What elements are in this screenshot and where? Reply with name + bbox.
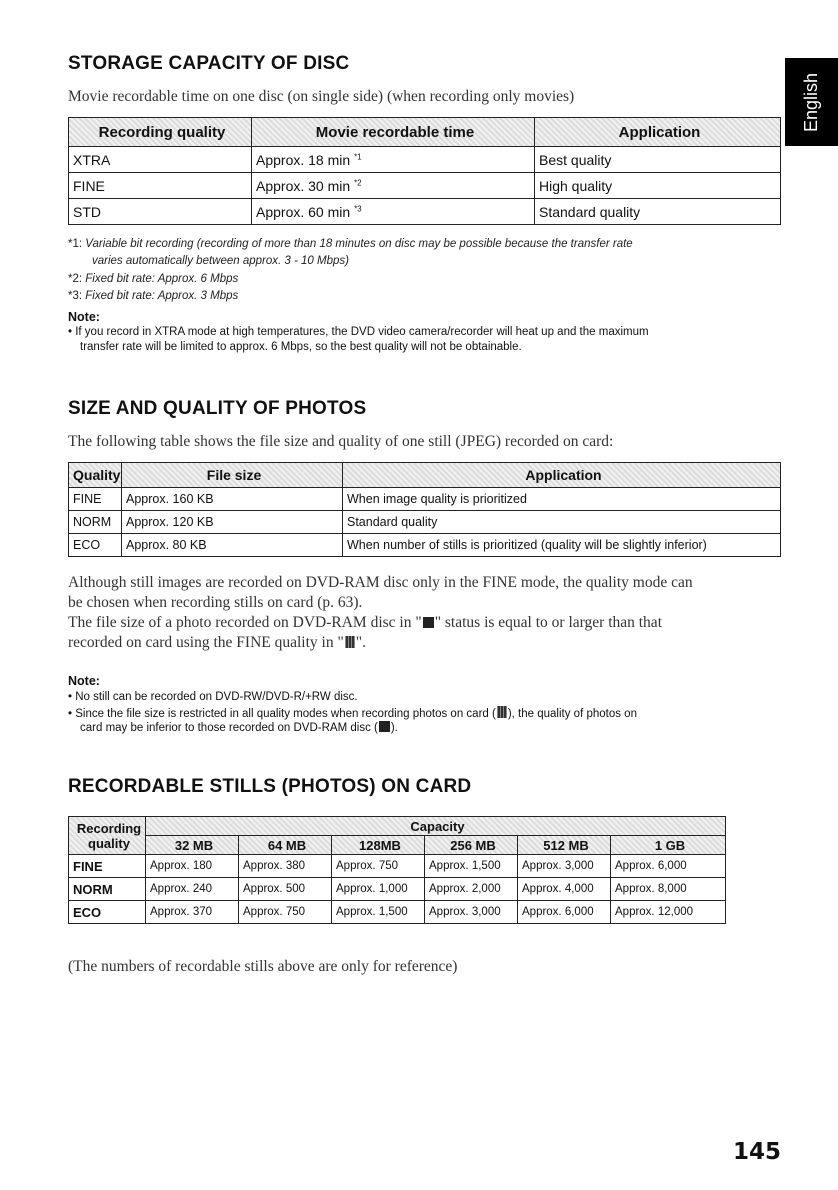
cell-count: Approx. 1,000 [332, 878, 425, 901]
cell-quality: NORM [69, 878, 146, 901]
cell-quality: STD [69, 199, 252, 225]
para-quality-mode-cont: be chosen when recording stills on card (p. 63). [68, 594, 363, 611]
table-row [69, 147, 781, 173]
table-row [69, 901, 726, 924]
cell-count: Approx. 180 [146, 855, 239, 878]
page-number: 145 [733, 1139, 782, 1165]
storage-table [68, 117, 781, 225]
cell-application: When image quality is prioritized [343, 488, 781, 511]
disc-mode-icon [423, 617, 434, 628]
cell-quality: FINE [69, 855, 146, 878]
cell-application: High quality [535, 173, 781, 199]
footnote-1: *1: Variable bit recording (recording of more than 18 minutes on disc may be possible because the transfer rate [68, 238, 633, 250]
disc-mode-icon [379, 721, 390, 732]
table-row [69, 855, 726, 878]
cell-count: Approx. 8,000 [611, 878, 726, 901]
table-row [69, 511, 781, 534]
cell-quality: XTRA [69, 147, 252, 173]
header-quality: Quality [69, 463, 122, 488]
cell-count: Approx. 4,000 [518, 878, 611, 901]
cell-time: Approx. 60 min $^{*3}$ [252, 199, 535, 225]
table-header-row [69, 463, 781, 488]
cell-count: Approx. 3,000 [518, 855, 611, 878]
header-movie-time: Movie recordable time [252, 118, 535, 147]
cell-quality: ECO [69, 901, 146, 924]
stills-table [68, 816, 726, 924]
cell-count: Approx. 6,000 [611, 855, 726, 878]
section-title-storage: STORAGE CAPACITY OF DISC [68, 53, 350, 74]
section-title-photos: SIZE AND QUALITY OF PHOTOS [68, 398, 367, 419]
language-tab-label: English [801, 72, 822, 132]
header-capacity-64mb: 64 MB [239, 836, 332, 855]
cell-time: Approx. 18 min $^{*1}$ [252, 147, 535, 173]
section-title-stills: RECORDABLE STILLS (PHOTOS) ON CARD [68, 776, 472, 797]
cell-count: Approx. 2,000 [425, 878, 518, 901]
card-mode-icon [497, 706, 507, 718]
cell-count: Approx. 6,000 [518, 901, 611, 924]
header-capacity-128mb: 128MB [332, 836, 425, 855]
footnote-2: *2: Fixed bit rate: Approx. 6 Mbps [68, 273, 239, 285]
header-application: Application [535, 118, 781, 147]
cell-application: Best quality [535, 147, 781, 173]
cell-quality: FINE [69, 488, 122, 511]
cell-size: Approx. 120 KB [122, 511, 343, 534]
table-row [69, 488, 781, 511]
table-row [69, 199, 781, 225]
card-mode-icon [345, 636, 355, 648]
cell-application: When number of stills is prioritized (quality will be slightly inferior) [343, 534, 781, 557]
note-title: Note: [68, 310, 100, 324]
header-capacity-1gb: 1 GB [611, 836, 726, 855]
note-text-cont: transfer rate will be limited to approx. 6 Mbps, so the best quality will not be obtainable. [80, 341, 522, 353]
header-capacity-32mb: 32 MB [146, 836, 239, 855]
cell-application: Standard quality [343, 511, 781, 534]
cell-time: Approx. 30 min $^{*2}$ [252, 173, 535, 199]
note-text: • No still can be recorded on DVD-RW/DVD-R/+RW disc. [68, 691, 358, 703]
cell-count: Approx. 380 [239, 855, 332, 878]
photos-table [68, 462, 781, 557]
table-header-row [69, 118, 781, 147]
header-recording-quality: Recording quality [69, 817, 146, 855]
cell-count: Approx. 750 [332, 855, 425, 878]
cell-count: Approx. 1,500 [332, 901, 425, 924]
header-application: Application [343, 463, 781, 488]
cell-count: Approx. 240 [146, 878, 239, 901]
language-tab [785, 58, 838, 146]
note-text: • Since the file size is restricted in all quality modes when recording photos on card ( ), the quality of photos on [68, 708, 637, 720]
header-recording-quality: Recording quality [69, 118, 252, 147]
note-text: • If you record in XTRA mode at high temperatures, the DVD video camera/recorder will heat up and the maximum [68, 326, 649, 338]
table-row [69, 878, 726, 901]
stills-caption: (The numbers of recordable stills above are only for reference) [68, 958, 458, 975]
cell-quality: ECO [69, 534, 122, 557]
header-capacity-512mb: 512 MB [518, 836, 611, 855]
cell-size: Approx. 80 KB [122, 534, 343, 557]
header-capacity: Capacity [146, 817, 726, 836]
header-file-size: File size [122, 463, 343, 488]
table-header-row [69, 817, 726, 836]
cell-count: Approx. 12,000 [611, 901, 726, 924]
cell-quality: FINE [69, 173, 252, 199]
footnote-3: *3: Fixed bit rate: Approx. 3 Mbps [68, 290, 239, 302]
cell-size: Approx. 160 KB [122, 488, 343, 511]
cell-count: Approx. 750 [239, 901, 332, 924]
para-file-size-cont: recorded on card using the FINE quality in " ". [68, 634, 366, 651]
cell-count: Approx. 1,500 [425, 855, 518, 878]
cell-quality: NORM [69, 511, 122, 534]
note-text-cont: card may be inferior to those recorded on DVD-RAM disc ( ). [80, 722, 398, 734]
table-row [69, 534, 781, 557]
table-header-row [69, 836, 726, 855]
para-file-size: The file size of a photo recorded on DVD-RAM disc in " " status is equal to or larger than that [68, 614, 662, 631]
cell-application: Standard quality [535, 199, 781, 225]
table-row [69, 173, 781, 199]
header-capacity-256mb: 256 MB [425, 836, 518, 855]
photos-intro: The following table shows the file size and quality of one still (JPEG) recorded on card: [68, 433, 614, 450]
cell-count: Approx. 370 [146, 901, 239, 924]
para-quality-mode: Although still images are recorded on DVD-RAM disc only in the FINE mode, the quality mode can [68, 574, 693, 591]
note-title: Note: [68, 674, 100, 688]
cell-count: Approx. 500 [239, 878, 332, 901]
storage-intro: Movie recordable time on one disc (on single side) (when recording only movies) [68, 88, 575, 105]
cell-count: Approx. 3,000 [425, 901, 518, 924]
footnote-1-cont: varies automatically between approx. 3 - 10 Mbps) [92, 255, 349, 267]
